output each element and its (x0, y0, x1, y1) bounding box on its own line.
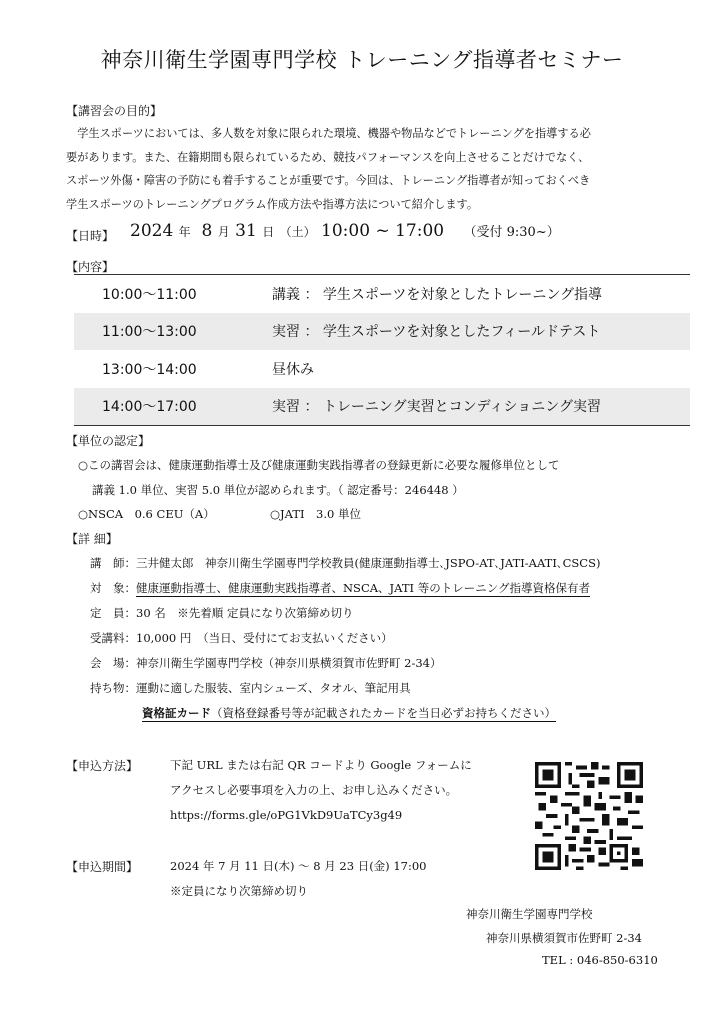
content-heading: 【内容】 (66, 260, 115, 274)
detail-value: 運動に適した服装、室内シューズ、タオル、筆記用具 (136, 681, 411, 695)
detail-label: 対 象： (90, 581, 136, 595)
schedule-row (74, 350, 690, 388)
date-month-unit: 月 (217, 225, 230, 239)
detail-belongings (90, 680, 411, 696)
date-day: 31 (235, 221, 257, 241)
detail-label: 講 師： (90, 556, 136, 570)
footer-school-name: 神奈川衛生学園専門学校 (466, 907, 593, 921)
date-day-unit: 日 (262, 225, 275, 239)
detail-value: 健康運動指導士、健康運動実践指導者、NSCA、JATI 等のトレーニング指導資格保有者 (136, 581, 590, 595)
detail-value: 30 名 ※先着順 定員になり次第締め切り (136, 606, 354, 620)
detail-value: 10,000 円 （当日、受付にてお支払いください） (136, 631, 393, 645)
purpose-heading: 【講習会の目的】 (66, 104, 163, 118)
details-heading: 【詳 細】 (66, 532, 118, 546)
date-year-unit: 年 (178, 225, 191, 239)
detail-venue (90, 655, 442, 671)
schedule-time: 13:00〜14:00 (102, 361, 197, 378)
detail-fee (90, 630, 393, 646)
schedule-time: 14:00〜17:00 (102, 399, 197, 416)
schedule-desc: 実習 ： 学生スポーツを対象としたフィールドテスト (272, 324, 601, 341)
detail-label: 会 場： (90, 656, 136, 670)
date-weekday: （土） (279, 225, 316, 239)
event-date (130, 221, 560, 241)
schedule-row (74, 313, 690, 351)
purpose-line: スポーツ外傷・障害の予防にも着手することが重要です。今回は、トレーニング指導者が知っておくべき (66, 174, 591, 187)
footer-address: 神奈川県横須賀市佐野町 2-34 (486, 931, 642, 945)
detail-capacity (90, 605, 353, 621)
reception-time: （受付 9:30~） (463, 225, 560, 240)
date-heading: 【日時】 (66, 229, 115, 243)
detail-label: 定 員： (90, 606, 136, 620)
apply-heading: 【申込方法】 (66, 759, 139, 773)
detail-value: 三井健太郎 神奈川衛生学園専門学校教員(健康運動指導士､JSPO-AT､JATI-AATI､CSCS) (136, 556, 601, 570)
credits-heading: 【単位の認定】 (66, 434, 151, 448)
certificate-card-label: 資格証カード (142, 706, 211, 720)
date-month: 8 (201, 221, 213, 241)
schedule-desc: 実習 ： トレーニング実習とコンディショニング実習 (272, 399, 601, 416)
purpose-line: 学生スポーツのトレーニングプログラム作成方法や指導方法について紹介します。 (66, 197, 479, 211)
purpose-line: 学生スポーツにおいては、多人数を対象に限られた環境、機器や物品などでトレーニングを指導する必 (66, 127, 591, 140)
qr-code-icon[interactable] (535, 762, 643, 870)
detail-label: 受講料： (90, 631, 136, 645)
schedule-table (74, 274, 690, 426)
apply-url-link[interactable]: https://forms.gle/oPG1VkD9UaTCy3g49 (170, 808, 403, 822)
schedule-desc: 講義 ： 学生スポーツを対象としたトレーニング指導 (272, 286, 603, 303)
date-year: 2024 (130, 221, 174, 241)
credits-line: 講義 1.0 単位、実習 5.0 単位が認められます。（ 認定番号：246448 ） (92, 483, 464, 497)
schedule-time: 11:00〜13:00 (102, 324, 197, 341)
schedule-row (74, 388, 690, 426)
page-title: 神奈川衛生学園専門学校 トレーニング指導者セミナー (100, 48, 624, 72)
purpose-line: 要があります。また、在籍期間も限られているため、競技パフォーマンスを向上させることだけでなく、 (66, 150, 590, 164)
credits-line: ○この講習会は、健康運動指導士及び健康運動実践指導者の登録更新に必要な履修単位として (78, 458, 560, 472)
detail-target (90, 580, 590, 596)
certificate-card-note: （資格登録番号等が記載されたカードを当日必ずお持ちください） (211, 706, 556, 720)
detail-label: 持ち物： (90, 681, 136, 695)
detail-belongings-extra (142, 705, 556, 721)
detail-instructor (90, 555, 600, 571)
purpose-text (66, 122, 666, 216)
apply-line: アクセスし必要事項を入力の上、お申し込みください。 (170, 783, 458, 797)
detail-value: 神奈川衛生学園専門学校（神奈川県横須賀市佐野町 2-34） (136, 656, 442, 670)
schedule-time: 10:00〜11:00 (102, 286, 197, 303)
date-time: 10:00 ~ 17:00 (321, 221, 445, 241)
footer-tel: TEL : 046-850-6310 (542, 953, 658, 967)
period-dates: 2024 年 7 月 11 日(木) ～ 8 月 23 日(金) 17:00 (170, 859, 427, 873)
period-note: ※定員になり次第締め切り (170, 884, 308, 898)
credits-nsca: ○NSCA 0.6 CEU（A） (78, 507, 215, 521)
credits-jati: ○JATI 3.0 単位 (270, 507, 361, 521)
apply-line: 下記 URL または右記 QR コードより Google フォームに (170, 758, 472, 772)
schedule-row (74, 275, 690, 313)
period-heading: 【申込期間】 (66, 860, 139, 874)
schedule-desc: 昼休み (272, 361, 314, 378)
